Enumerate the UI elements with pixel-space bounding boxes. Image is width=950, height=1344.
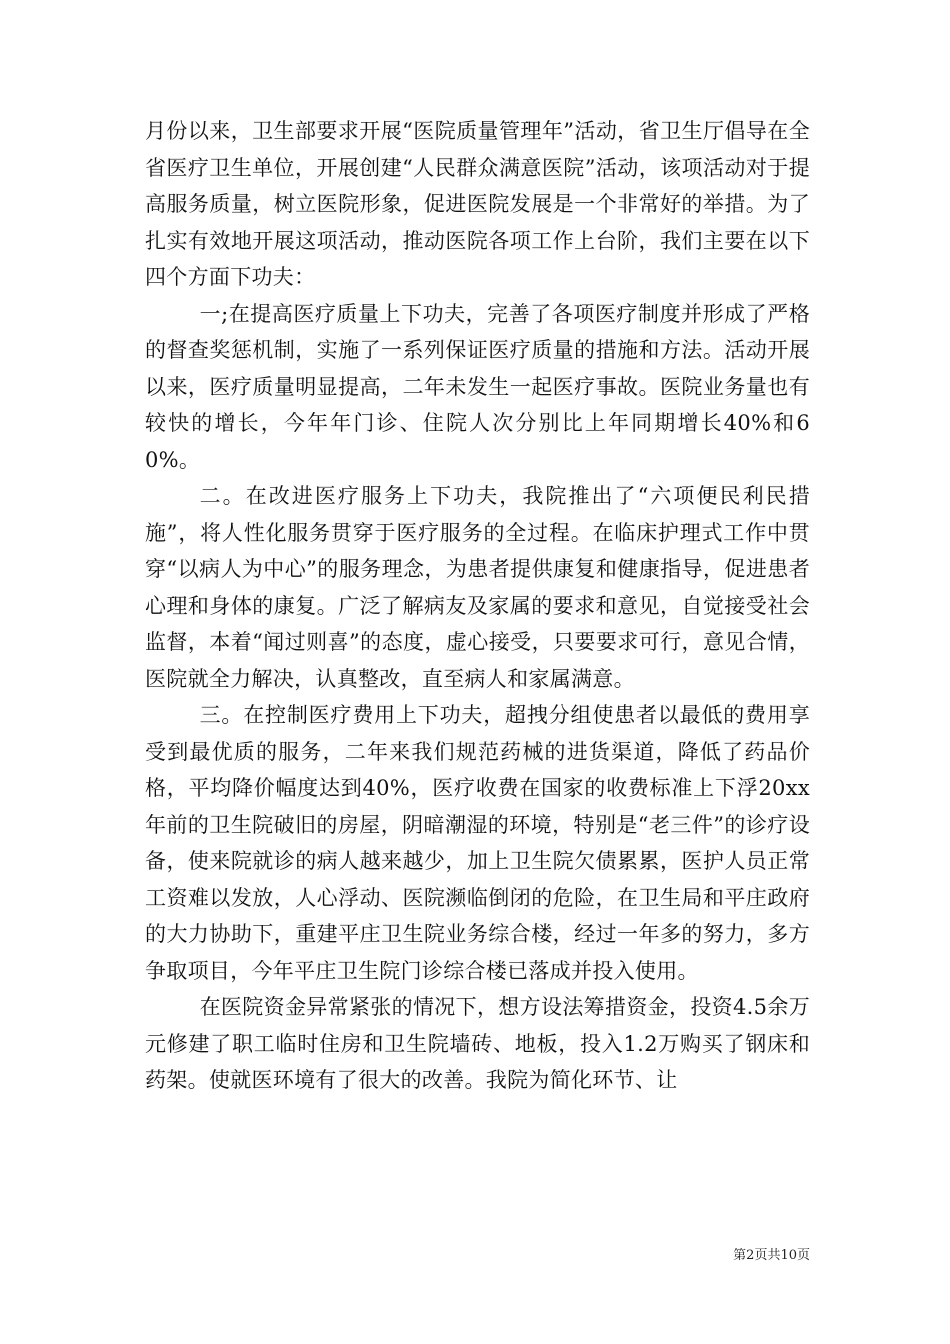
paragraph-funding: 在医院资金异常紧张的情况下，想方设法筹措资金，投资4.5余万元修建了职工临时住房和卫生院墙砖、地板，投入1.2万购买了钢床和药架。使就医环境有了很大的改善。我院为简化环节、让 bbox=[145, 995, 810, 1092]
paragraph-point-three: 三。在控制医疗费用上下功夫，超拽分组使患者以最低的费用享受到最优质的服务，二年来我们规范药械的进货渠道，降低了药品价格，平均降价幅度达到40%，医疗收费在国家的收费标准上下浮20xx年前的卫生院破旧的房屋，阴暗潮湿的环境，特别是“老三件”的诊疗设备，使来院就诊的病人越来越少，加上卫生院欠债累累，医护人员正常工资难以发放，人心浮动、医院濒临倒闭的危险，在卫生局和平庄政府的大力协助下，重建平庄卫生院业务综合楼，经过一年多的努力，多方争取项目，今年平庄卫生院门诊综合楼已落成并投入使用。 bbox=[145, 703, 810, 983]
paragraph-point-one: 一;在提高医疗质量上下功夫，完善了各项医疗制度并形成了严格的督查奖惩机制，实施了一系列保证医疗质量的措施和方法。活动开展以来，医疗质量明显提高，二年未发生一起医疗事故。医院业务量也有较快的增长，今年年门诊、住院人次分别比上年同期增长40%和60%。 bbox=[145, 301, 810, 472]
paragraph-intro: 月份以来，卫生部要求开展“医院质量管理年”活动，省卫生厅倡导在全省医疗卫生单位，开展创建“人民群众满意医院”活动，该项活动对于提高服务质量，树立医院形象，促进医院发展是一个非常好的举措。为了扎实有效地开展这项活动，推动医院各项工作上台阶，我们主要在以下四个方面下功夫： bbox=[145, 119, 810, 289]
page-number-footer: 第2页共10页 bbox=[733, 1248, 810, 1263]
paragraph-point-two: 二。在改进医疗服务上下功夫，我院推出了“六项便民利民措施”，将人性化服务贯穿于医疗服务的全过程。在临床护理式工作中贯穿“以病人为中心”的服务理念，为患者提供康复和健康指导，促进患者心理和身体的康复。广泛了解病友及家属的要求和意见，自觉接受社会监督，本着“闻过则喜”的态度，虚心接受，只要要求可行，意见合情，医院就全力解决，认真整改，直至病人和家属满意。 bbox=[145, 484, 810, 691]
document-body bbox=[145, 113, 810, 1099]
